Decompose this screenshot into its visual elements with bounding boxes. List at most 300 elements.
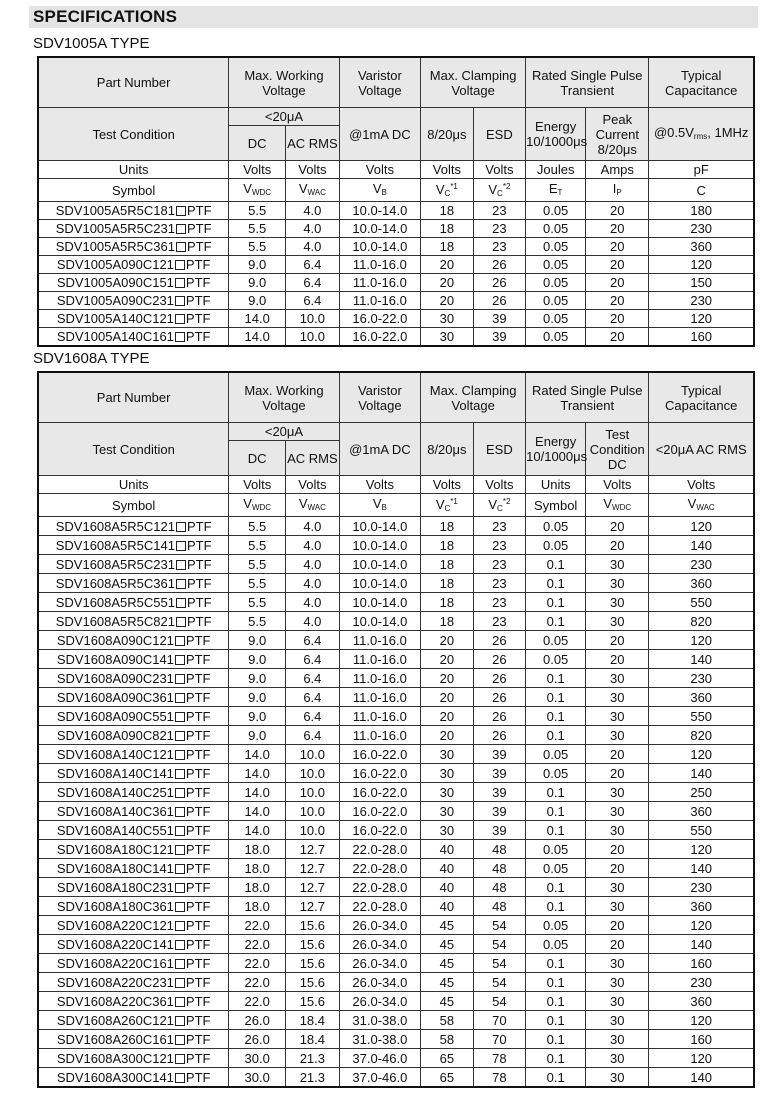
part-number-cell xyxy=(38,669,229,688)
value-cell-text: 0.05 xyxy=(542,841,569,857)
value-cell-text: 20 xyxy=(610,329,625,344)
value-cell xyxy=(339,707,420,726)
value-cell-text: 5.5 xyxy=(248,518,267,534)
value-cell xyxy=(229,992,286,1011)
value-cell xyxy=(286,555,340,574)
value-cell xyxy=(526,992,586,1011)
value-cell xyxy=(526,202,586,220)
value-cell xyxy=(586,1068,649,1088)
value-cell-text: 9.0 xyxy=(248,632,267,648)
symbol-5-main: V xyxy=(488,497,498,512)
value-cell-text: 0.05 xyxy=(542,537,569,553)
value-cell xyxy=(286,992,340,1011)
value-cell xyxy=(339,992,420,1011)
value-cell-text: 0.1 xyxy=(546,594,565,610)
value-cell-text: 37.0-46.0 xyxy=(352,1069,408,1085)
option-box-icon xyxy=(175,655,185,665)
symbol-6 xyxy=(526,494,586,517)
part-number-prefix: SDV1608A180C121 xyxy=(56,841,174,857)
part-number-prefix: SDV1005A5R5C361 xyxy=(55,239,175,254)
value-cell-text: 360 xyxy=(690,239,713,254)
value-cell-text: 10.0 xyxy=(299,765,326,781)
value-cell-text: 120 xyxy=(690,1012,713,1028)
table-row xyxy=(38,745,754,764)
value-cell-text: 120 xyxy=(690,917,713,933)
value-cell-text: 0.1 xyxy=(546,670,565,686)
value-cell xyxy=(286,593,340,612)
part-number-prefix: SDV1608A220C141 xyxy=(56,936,174,952)
part-number-prefix: SDV1608A5R5C121 xyxy=(55,518,175,534)
value-cell xyxy=(339,688,420,707)
symbol-label xyxy=(38,179,229,202)
value-cell-text: 18 xyxy=(439,221,455,236)
value-cell xyxy=(421,669,474,688)
option-box-icon xyxy=(175,807,185,817)
value-cell-text: 5.5 xyxy=(248,613,267,629)
value-cell-text: 120 xyxy=(690,746,713,762)
value-cell xyxy=(286,310,340,328)
option-box-icon xyxy=(175,260,185,270)
value-cell-text: 10.0 xyxy=(299,311,326,326)
value-cell xyxy=(649,650,754,669)
symbol-2-sub: WAC xyxy=(307,502,326,512)
header-pulse-text: Rated Single Pulse Transient xyxy=(531,382,643,413)
tc-capacitance-text: <20μA AC RMS xyxy=(655,441,747,457)
value-cell xyxy=(649,954,754,973)
value-cell xyxy=(586,650,649,669)
value-cell-text: 150 xyxy=(690,275,713,290)
part-number-prefix: SDV1608A090C231 xyxy=(56,670,174,686)
part-number-cell xyxy=(38,1030,229,1049)
value-cell-text: 0.05 xyxy=(542,257,569,272)
value-cell xyxy=(286,1011,340,1030)
value-cell-text: 20 xyxy=(610,632,625,648)
value-cell-text: 16.0-22.0 xyxy=(352,311,408,326)
value-cell-text: 6.4 xyxy=(303,727,322,743)
value-cell xyxy=(339,1030,420,1049)
value-cell-text: 22.0-28.0 xyxy=(352,860,408,876)
value-cell-text: 20 xyxy=(610,293,625,308)
value-cell-text: 18 xyxy=(439,594,455,610)
value-cell xyxy=(421,274,474,292)
value-cell-text: 48 xyxy=(492,898,507,914)
symbol-2-main: V xyxy=(298,180,308,196)
value-cell-text: 26 xyxy=(492,632,507,648)
value-cell-text: 22.0 xyxy=(244,917,270,933)
value-cell-text: 0.1 xyxy=(546,993,565,1009)
table-row xyxy=(38,555,754,574)
value-cell xyxy=(229,745,286,764)
value-cell xyxy=(526,650,586,669)
value-cell-text: 360 xyxy=(690,803,713,819)
value-cell xyxy=(526,631,586,650)
value-cell xyxy=(473,1068,526,1088)
part-number-prefix: SDV1608A5R5C821 xyxy=(55,613,175,629)
value-cell-text: 48 xyxy=(492,860,507,876)
symbol-1-main: V xyxy=(243,180,252,196)
value-cell xyxy=(586,1049,649,1068)
part-number-prefix: SDV1608A5R5C141 xyxy=(55,537,175,553)
units-cell-text: Volts xyxy=(432,477,461,492)
value-cell-text: 20 xyxy=(610,537,625,553)
value-cell xyxy=(229,1030,286,1049)
header-clamping-text: Max. Clamping Voltage xyxy=(429,382,517,413)
value-cell-text: 10.0-14.0 xyxy=(352,594,408,610)
value-cell xyxy=(649,593,754,612)
header-clamping-text: Max. Clamping Voltage xyxy=(429,67,517,98)
value-cell xyxy=(649,536,754,555)
value-cell-text: 58 xyxy=(439,1031,455,1047)
value-cell-text: 39 xyxy=(492,822,507,838)
part-number-prefix: SDV1608A140C121 xyxy=(56,746,174,762)
part-number-suffix: PTF xyxy=(185,257,211,272)
value-cell-text: 22.0 xyxy=(244,993,270,1009)
value-cell-text: 39 xyxy=(492,746,507,762)
table-row xyxy=(38,821,754,840)
value-cell-text: 4.0 xyxy=(303,556,322,572)
value-cell xyxy=(421,764,474,783)
value-cell-text: 78 xyxy=(492,1069,507,1085)
tc-clamp-esd-text: ESD xyxy=(486,441,513,457)
value-cell xyxy=(526,840,586,859)
part-number-suffix: PTF xyxy=(185,993,211,1009)
value-cell xyxy=(473,555,526,574)
value-cell xyxy=(421,1011,474,1030)
value-cell xyxy=(586,973,649,992)
value-cell xyxy=(286,220,340,238)
part-number-suffix: PTF xyxy=(185,955,211,971)
units-cell-text: pF xyxy=(693,162,709,177)
value-cell-text: 39 xyxy=(492,784,507,800)
value-cell xyxy=(229,238,286,256)
option-box-icon xyxy=(175,1054,185,1064)
value-cell xyxy=(586,726,649,745)
value-cell xyxy=(286,802,340,821)
value-cell-text: 140 xyxy=(690,860,713,876)
value-cell xyxy=(649,292,754,310)
value-cell-text: 9.0 xyxy=(248,708,267,724)
header-pulse xyxy=(526,372,649,423)
value-cell-text: 26.0-34.0 xyxy=(352,955,408,971)
value-cell xyxy=(229,650,286,669)
value-cell-text: 5.5 xyxy=(248,594,267,610)
part-number-suffix: PTF xyxy=(185,803,211,819)
units-cell xyxy=(286,161,340,179)
part-number-cell xyxy=(38,973,229,992)
value-cell xyxy=(421,802,474,821)
value-cell xyxy=(421,238,474,256)
value-cell-text: 0.05 xyxy=(542,765,569,781)
table-row xyxy=(38,631,754,650)
value-cell-text: 11.0-16.0 xyxy=(352,651,407,667)
value-cell xyxy=(649,973,754,992)
table-2-type-label: SDV1608A TYPE xyxy=(33,350,150,367)
value-cell xyxy=(649,238,754,256)
value-cell-text: 180 xyxy=(690,203,713,218)
value-cell xyxy=(586,593,649,612)
value-cell-text: 6.4 xyxy=(303,275,322,290)
value-cell-text: 5.5 xyxy=(248,537,267,553)
value-cell-text: 6.4 xyxy=(303,632,322,648)
tc-energy xyxy=(526,108,586,161)
part-number-prefix: SDV1608A090C141 xyxy=(56,651,174,667)
value-cell xyxy=(586,935,649,954)
value-cell-text: 0.1 xyxy=(546,689,565,705)
value-cell xyxy=(229,328,286,347)
tc-current xyxy=(229,423,339,441)
value-cell-text: 26 xyxy=(492,275,507,290)
part-number-suffix: PTF xyxy=(185,1012,211,1028)
value-cell xyxy=(473,1030,526,1049)
value-cell xyxy=(229,821,286,840)
units-cell-text: Volts xyxy=(298,477,327,492)
value-cell-text: 11.0-16.0 xyxy=(352,257,407,272)
table-row xyxy=(38,783,754,802)
option-box-icon xyxy=(175,314,185,324)
table-row xyxy=(38,916,754,935)
tc-varistor xyxy=(339,423,420,476)
part-number-prefix: SDV1608A140C141 xyxy=(56,765,174,781)
value-cell-text: 360 xyxy=(690,575,713,591)
value-cell xyxy=(526,669,586,688)
value-cell xyxy=(421,878,474,897)
part-number-prefix: SDV1608A140C551 xyxy=(56,822,174,838)
table-row xyxy=(38,897,754,916)
value-cell-text: 23 xyxy=(492,518,507,534)
symbol-1-main: V xyxy=(243,495,252,511)
units-cell-text: Amps xyxy=(600,162,634,177)
value-cell xyxy=(421,840,474,859)
part-number-cell xyxy=(38,574,229,593)
value-cell xyxy=(526,1068,586,1088)
tc-clamp-esd xyxy=(473,423,526,476)
part-number-prefix: SDV1005A5R5C231 xyxy=(55,221,175,236)
table-row xyxy=(38,310,754,328)
value-cell xyxy=(526,274,586,292)
value-cell xyxy=(586,574,649,593)
tc-current xyxy=(229,108,339,126)
tc-cap-sub: rms xyxy=(693,131,708,141)
value-cell xyxy=(473,256,526,274)
part-number-cell xyxy=(38,1068,229,1088)
option-box-icon xyxy=(175,1073,185,1083)
value-cell xyxy=(586,292,649,310)
value-cell-text: 120 xyxy=(690,257,713,272)
header-capacitance-text: Typical Capacitance xyxy=(665,382,738,413)
value-cell xyxy=(286,764,340,783)
tc-current-text: <20μA xyxy=(264,109,304,124)
value-cell xyxy=(473,536,526,555)
part-number-cell xyxy=(38,202,229,220)
table-row xyxy=(38,517,754,536)
value-cell xyxy=(586,274,649,292)
value-cell-text: 65 xyxy=(439,1069,455,1085)
value-cell xyxy=(473,517,526,536)
part-number-suffix: PTF xyxy=(185,917,211,933)
value-cell-text: 0.1 xyxy=(546,803,565,819)
value-cell xyxy=(473,745,526,764)
units-cell xyxy=(473,161,526,179)
option-box-icon xyxy=(176,224,186,234)
value-cell xyxy=(339,897,420,916)
tc-pulse-2-text: Peak Current 8/20μs xyxy=(595,111,639,157)
symbol-3 xyxy=(339,494,420,517)
symbol-4-sub: C xyxy=(444,189,451,198)
value-cell-text: 0.1 xyxy=(546,1050,565,1066)
spec-table-sdv1005a xyxy=(37,56,755,347)
value-cell-text: 23 xyxy=(492,575,507,591)
value-cell-text: 6.4 xyxy=(303,257,322,272)
units-cell-text: Volts xyxy=(243,162,272,177)
value-cell-text: 15.6 xyxy=(299,974,326,990)
value-cell-text: 0.05 xyxy=(542,651,569,667)
units-cell-text: Units xyxy=(118,477,149,492)
value-cell xyxy=(649,992,754,1011)
value-cell-text: 20 xyxy=(610,841,625,857)
value-cell xyxy=(586,220,649,238)
value-cell-text: 30 xyxy=(439,784,455,800)
value-cell-text: 20 xyxy=(439,257,455,272)
value-cell xyxy=(286,238,340,256)
value-cell xyxy=(339,256,420,274)
value-cell-text: 40 xyxy=(439,879,455,895)
tc-clamp-8-20 xyxy=(421,108,474,161)
value-cell xyxy=(339,783,420,802)
part-number-suffix: PTF xyxy=(186,594,212,610)
value-cell-text: 22.0-28.0 xyxy=(352,841,408,857)
value-cell-text: 30 xyxy=(439,329,455,344)
table-row xyxy=(38,840,754,859)
value-cell xyxy=(339,238,420,256)
value-cell-text: 18 xyxy=(439,575,455,591)
value-cell xyxy=(586,631,649,650)
value-cell-text: 5.5 xyxy=(248,556,267,572)
units-cell xyxy=(229,476,286,494)
value-cell-text: 45 xyxy=(439,974,455,990)
part-number-suffix: PTF xyxy=(185,689,211,705)
value-cell xyxy=(339,745,420,764)
test-condition-label xyxy=(38,423,229,476)
value-cell-text: 0.1 xyxy=(546,556,565,572)
table-row xyxy=(38,536,754,555)
value-cell-text: 140 xyxy=(690,936,713,952)
value-cell xyxy=(421,517,474,536)
value-cell xyxy=(473,859,526,878)
value-cell-text: 31.0-38.0 xyxy=(352,1031,408,1047)
value-cell xyxy=(421,745,474,764)
units-cell-text: Volts xyxy=(298,162,327,177)
option-box-icon xyxy=(175,693,185,703)
value-cell xyxy=(286,328,340,347)
value-cell-text: 120 xyxy=(690,632,713,648)
value-cell xyxy=(586,328,649,347)
value-cell-text: 18 xyxy=(439,613,455,629)
symbol-label xyxy=(38,494,229,517)
value-cell-text: 11.0-16.0 xyxy=(352,689,407,705)
symbol-4-main: V xyxy=(435,182,445,197)
value-cell-text: 26 xyxy=(492,670,507,686)
value-cell xyxy=(526,859,586,878)
units-cell xyxy=(586,476,649,494)
part-number-prefix: SDV1608A220C161 xyxy=(56,955,174,971)
value-cell xyxy=(526,935,586,954)
value-cell-text: 20 xyxy=(610,257,625,272)
value-cell xyxy=(421,292,474,310)
symbol-5 xyxy=(473,494,526,517)
value-cell xyxy=(586,669,649,688)
value-cell xyxy=(526,292,586,310)
symbol-4 xyxy=(421,494,474,517)
value-cell-text: 26 xyxy=(492,708,507,724)
value-cell-text: 20 xyxy=(610,203,625,218)
value-cell xyxy=(286,631,340,650)
value-cell-text: 26 xyxy=(492,689,507,705)
units-cell xyxy=(286,476,340,494)
value-cell-text: 0.1 xyxy=(546,1069,565,1085)
tc-dc-text: DC xyxy=(247,450,267,466)
part-number-cell xyxy=(38,612,229,631)
value-cell-text: 58 xyxy=(439,1012,455,1028)
units-cell-text: Volts xyxy=(432,162,461,177)
part-number-cell xyxy=(38,954,229,973)
value-cell xyxy=(473,612,526,631)
part-number-suffix: PTF xyxy=(186,613,212,629)
value-cell-text: 30 xyxy=(610,993,625,1009)
symbol-label-text: Symbol xyxy=(111,182,156,198)
value-cell xyxy=(421,1030,474,1049)
units-cell xyxy=(339,476,420,494)
value-cell xyxy=(586,992,649,1011)
table-row xyxy=(38,992,754,1011)
value-cell-text: 0.1 xyxy=(546,1031,565,1047)
symbol-5-sup: *2 xyxy=(502,182,511,191)
value-cell-text: 20 xyxy=(610,275,625,290)
value-cell xyxy=(339,310,420,328)
part-number-suffix: PTF xyxy=(185,784,211,800)
value-cell xyxy=(229,669,286,688)
value-cell-text: 0.05 xyxy=(542,275,569,290)
value-cell-text: 230 xyxy=(690,221,713,236)
part-number-prefix: SDV1005A140C161 xyxy=(56,329,174,344)
value-cell xyxy=(586,878,649,897)
value-cell-text: 30 xyxy=(610,575,625,591)
value-cell-text: 11.0-16.0 xyxy=(352,670,407,686)
value-cell xyxy=(586,764,649,783)
value-cell-text: 45 xyxy=(439,955,455,971)
part-number-suffix: PTF xyxy=(186,203,212,218)
value-cell xyxy=(339,202,420,220)
table-row xyxy=(38,935,754,954)
value-cell xyxy=(473,328,526,347)
symbol-3-main: V xyxy=(372,180,382,196)
units-cell xyxy=(421,476,474,494)
value-cell xyxy=(229,764,286,783)
table-row xyxy=(38,593,754,612)
part-number-prefix: SDV1608A220C231 xyxy=(56,974,174,990)
value-cell xyxy=(421,707,474,726)
value-cell xyxy=(526,973,586,992)
value-cell-text: 20 xyxy=(610,765,625,781)
value-cell xyxy=(421,310,474,328)
value-cell xyxy=(286,745,340,764)
value-cell xyxy=(421,783,474,802)
value-cell xyxy=(229,612,286,631)
value-cell-text: 12.7 xyxy=(299,841,326,857)
value-cell-text: 30 xyxy=(610,955,625,971)
part-number-suffix: PTF xyxy=(185,727,211,743)
value-cell-text: 30 xyxy=(610,879,625,895)
value-cell-text: 30 xyxy=(610,1069,625,1085)
